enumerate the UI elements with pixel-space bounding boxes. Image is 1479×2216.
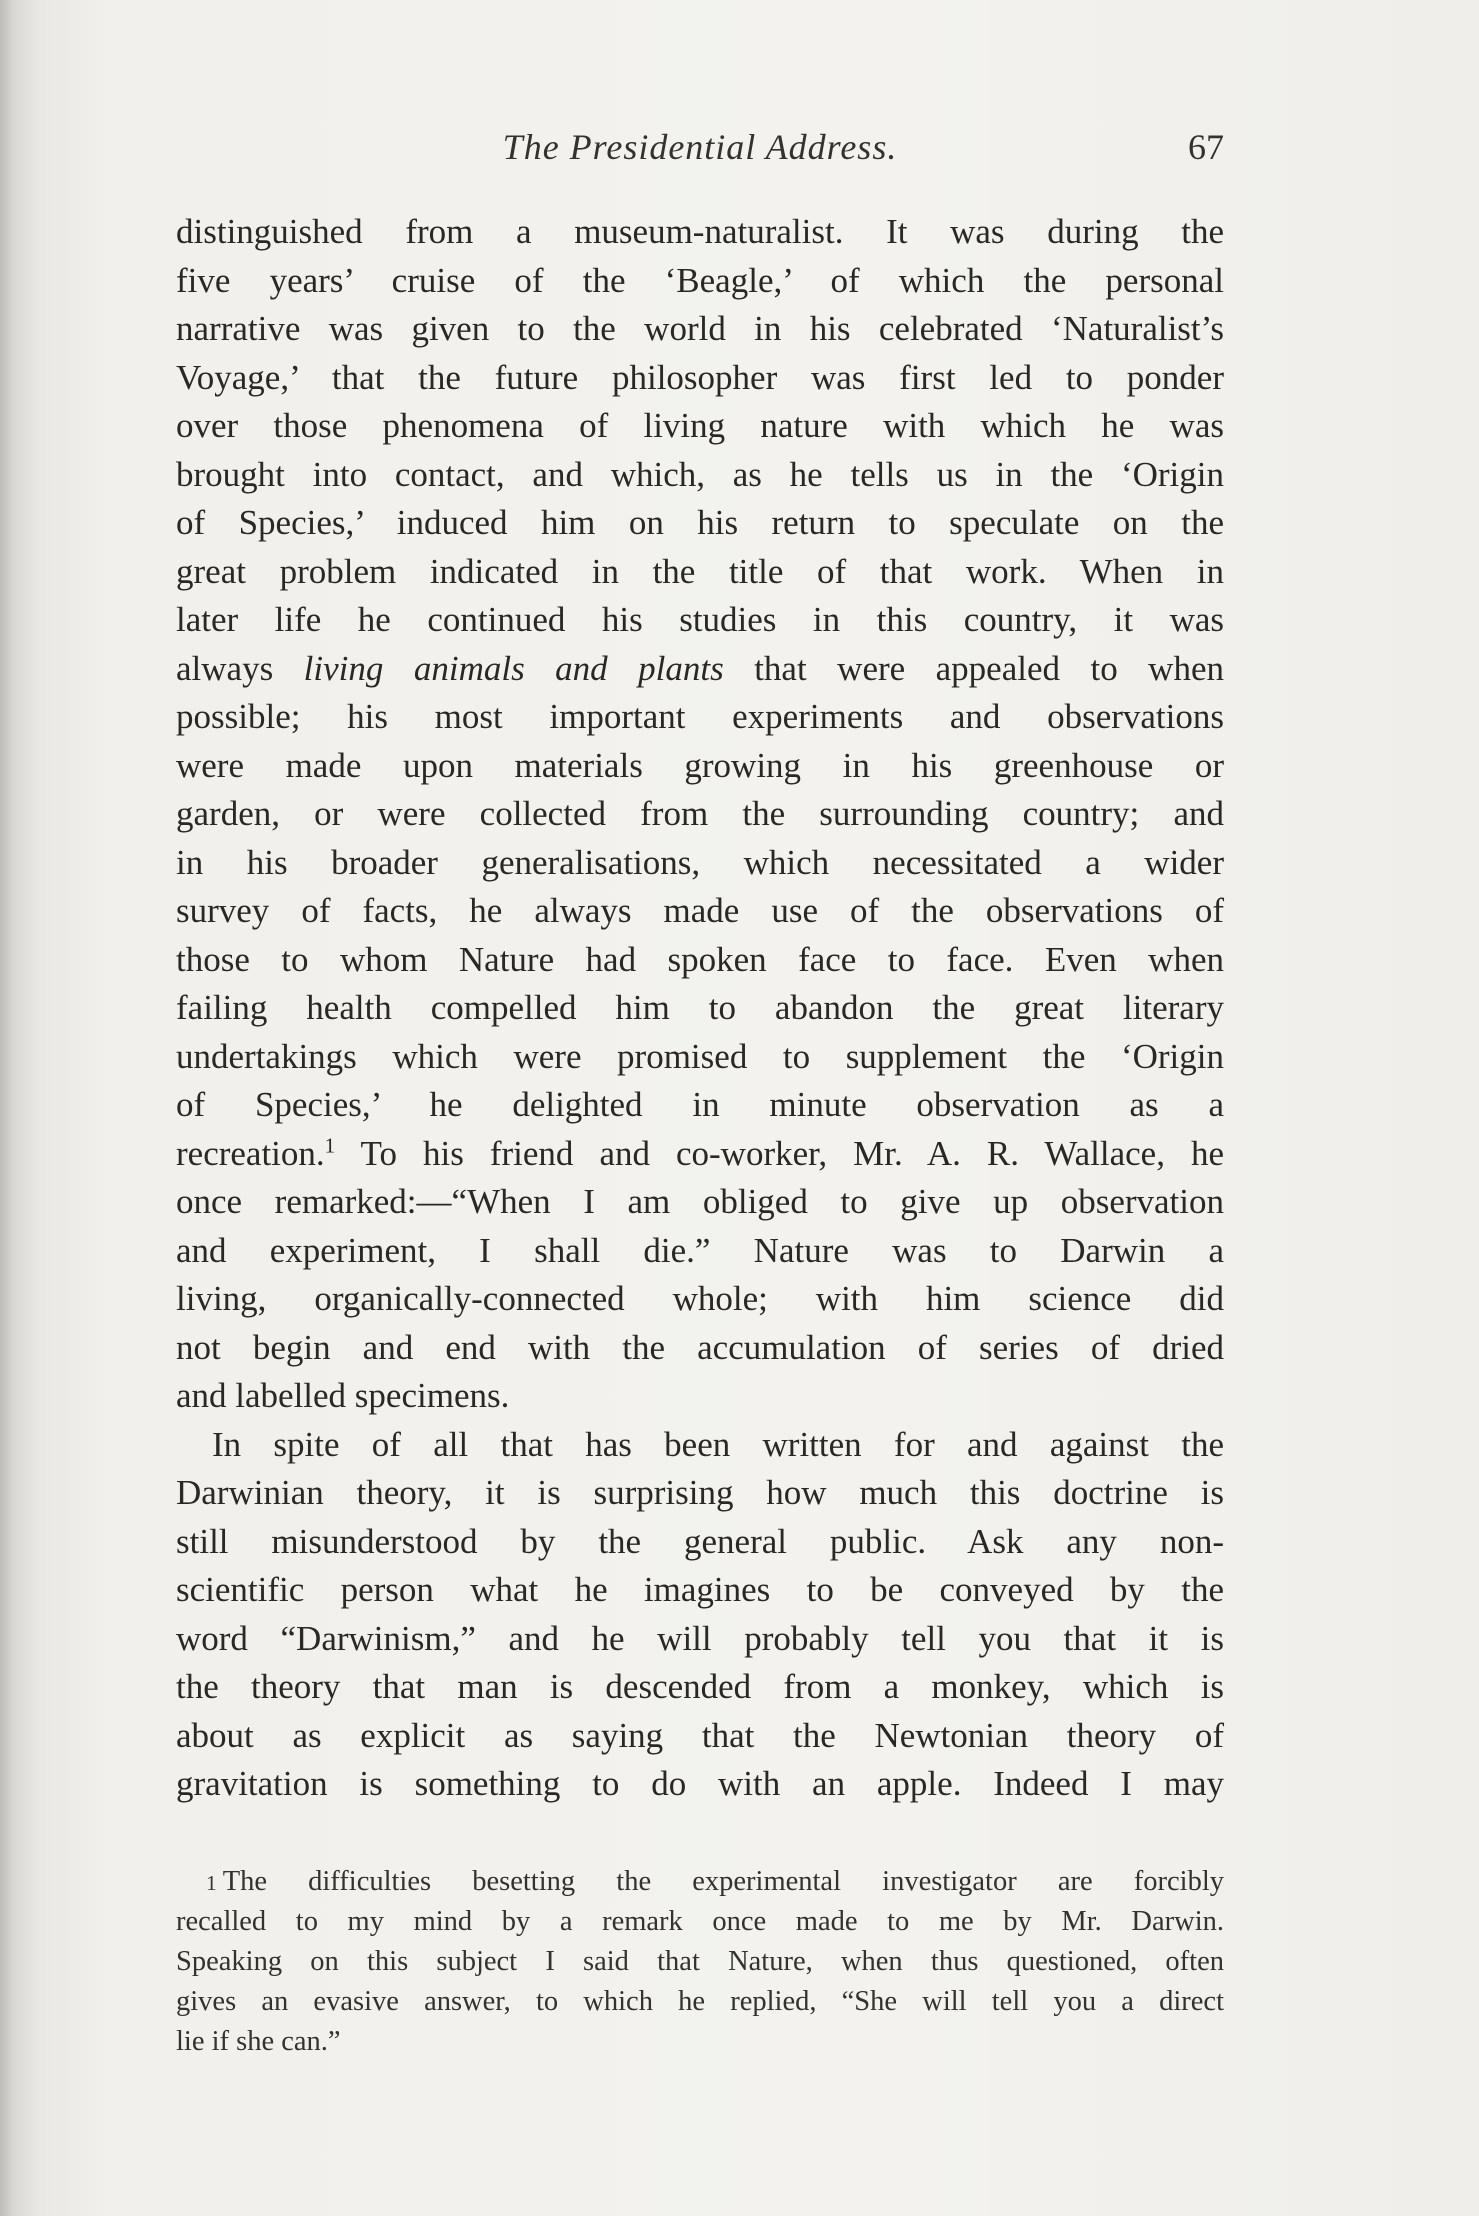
body-line: undertakings which were promised to supplement the ‘Origin [176, 1036, 1224, 1076]
body-line: of Species,’ he delighted in minute observation as a [176, 1085, 1224, 1124]
paragraph-line: still misunderstood by the general public. Ask any non- [176, 1521, 1224, 1561]
italic-phrase: living animals and plants [303, 648, 724, 688]
body-line: possible; his most important experiments and observations [176, 697, 1224, 736]
footnote-line: lie if she can.” [176, 2026, 341, 2057]
body-line: not begin and end with the accumulation of series of dried [176, 1327, 1224, 1367]
body-line: distinguished from a museum-naturalist. It was during the [176, 212, 1224, 251]
body-text [176, 208, 1224, 1809]
running-head [176, 118, 1224, 178]
paragraph-line: about as explicit as saying that the Newtonian theory of [176, 1715, 1224, 1755]
body-line: those to whom Nature had spoken face to face. Even when [176, 939, 1224, 979]
text-segment: recreation. [176, 1133, 325, 1173]
body-line-with-footnote-ref [176, 1130, 1224, 1179]
body-line: of Species,’ induced him on his return to speculate on the [176, 503, 1224, 542]
page-number: 67 [1188, 127, 1224, 167]
footnote-line [176, 1862, 1224, 1902]
text-segment: To his friend and co-worker, Mr. A. R. Wallace, he [335, 1133, 1224, 1173]
body-line: failing health compelled him to abandon the great literary [176, 988, 1224, 1027]
footnote-line: Speaking on this subject I said that Nature, when thus questioned, often [176, 1946, 1224, 1977]
paragraph-line: Darwinian theory, it is surprising how much this doctrine is [176, 1473, 1224, 1512]
footnote-line: gives an evasive answer, to which he replied, “She will tell you a direct [176, 1986, 1224, 2017]
body-line: over those phenomena of living nature with which he was [176, 406, 1224, 445]
body-line: and experiment, I shall die.” Nature was to Darwin a [176, 1230, 1224, 1270]
body-line: living, organically-connected whole; with him science did [176, 1279, 1224, 1318]
footnote-reference: 1 [324, 1132, 336, 1157]
running-title: The Presidential Address. [502, 127, 898, 167]
body-line: brought into contact, and which, as he tells us in the ‘Origin [176, 454, 1224, 494]
body-line-with-italic [176, 645, 1224, 694]
paragraph-line: scientific person what he imagines to be conveyed by the [176, 1570, 1224, 1609]
paragraph-line: the theory that man is descended from a monkey, which is [176, 1667, 1224, 1706]
footnote [176, 1862, 1224, 2062]
paragraph-line: word “Darwinism,” and he will probably tell you that it is [176, 1618, 1224, 1658]
body-line: later life he continued his studies in this country, it was [176, 600, 1224, 639]
body-line: Voyage,’ that the future philosopher was first led to ponder [176, 357, 1224, 397]
body-line: survey of facts, he always made use of the observations of [176, 891, 1224, 930]
body-line: narrative was given to the world in his celebrated ‘Naturalist’s [176, 309, 1224, 348]
body-line: in his broader generalisations, which necessitated a wider [176, 842, 1224, 882]
footnote-line: recalled to my mind by a remark once made to me by Mr. Darwin. [176, 1906, 1224, 1937]
text-segment: that were appealed to when [723, 648, 1224, 688]
body-line: and labelled specimens. [176, 1376, 510, 1415]
body-line: were made upon materials growing in his greenhouse or [176, 745, 1224, 785]
footnote-marker: 1 [206, 1871, 217, 1895]
body-line: once remarked:—“When I am obliged to give up observation [176, 1182, 1224, 1221]
text-segment: The difficulties besetting the experimental investigator are forcibly [222, 1866, 1224, 1897]
paragraph-line: gravitation is something to do with an apple. Indeed I may [176, 1764, 1224, 1803]
text-segment: always [176, 648, 304, 688]
paragraph-line: In spite of all that has been written for and against the [212, 1424, 1224, 1464]
body-line: great problem indicated in the title of that work. When in [176, 551, 1224, 591]
body-line: five years’ cruise of the ‘Beagle,’ of which the personal [176, 260, 1224, 300]
body-line: garden, or were collected from the surrounding country; and [176, 794, 1224, 833]
